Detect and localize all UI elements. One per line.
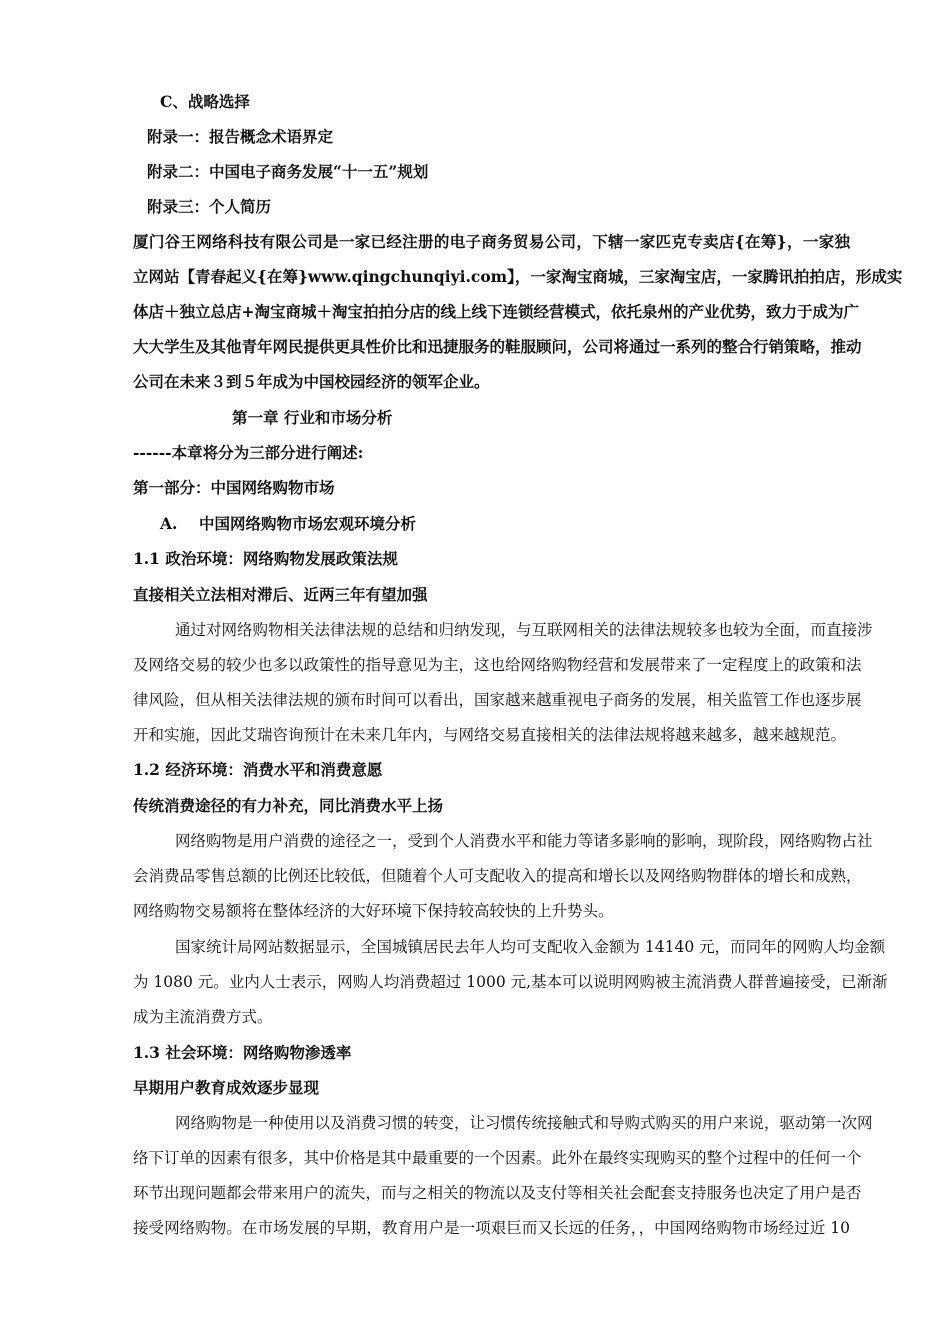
intro-line: 立网站【青春起义{在筹}www.qingchunqiyi.com】，一家淘宝商城，三家淘宝店，一家腾讯拍拍店，形成实 bbox=[133, 267, 903, 286]
section-1-2-line: 国家统计局网站数据显示，全国城镇居民去年人均可支配收入金额为 14140 元，而同年的网购人均金额 bbox=[175, 938, 886, 956]
section-1-3-line: 网络购物是一种使用以及消费习惯的转变，让习惯传统接触式和导购式购买的用户来说，驱动第一次网 bbox=[175, 1114, 873, 1132]
section-1-3-line: 环节出现问题都会带来用户的流失，而与之相关的物流以及支付等相关社会配套支持服务也决定了用户是否 bbox=[133, 1184, 862, 1202]
section-1-3-line: 络下订单的因素有很多，其中价格是其中最重要的一个因素。此外在最终实现购买的整个过程中的任何一个 bbox=[133, 1149, 862, 1167]
intro-line: 公司在未来３到５年成为中国校园经济的领军企业。 bbox=[133, 372, 490, 391]
section-1-1-line: 通过对网络购物相关法律法规的总结和归纳发现，与互联网相关的法律法规较多也较为全面，而直接涉 bbox=[175, 621, 873, 639]
section-1-2-line: 网络购物是用户消费的途径之一，受到个人消费水平和能力等诸多影响的影响，现阶段，网络购物占社 bbox=[175, 832, 873, 850]
intro-line: 体店＋独立总店+淘宝商城＋淘宝拍拍分店的线上线下连锁经营模式，依托泉州的产业优势，致力于成为广 bbox=[133, 302, 859, 321]
section-1-1-line: 律风险，但从相关法律法规的颁布时间可以看出，国家越来越重视电子商务的发展，相关监管工作也逐步展 bbox=[133, 691, 862, 709]
chapter-intro: ------本章将分为三部分进行阐述: bbox=[133, 443, 364, 462]
section-1-1-line: 开和实施，因此艾瑞咨询预计在未来几年内，与网络交易直接相关的法律法规将越来越多，越来越规范。 bbox=[133, 726, 847, 744]
section-a-title: A. 中国网络购物市场宏观环境分析 bbox=[160, 514, 417, 533]
section-1-2-line: 会消费品零售总额的比例还比较低，但随着个人可支配收入的提高和增长以及网络购物群体的增长和成熟， bbox=[133, 867, 862, 885]
toc-item-appendix-3: 附录三：个人简历 bbox=[147, 197, 272, 216]
section-1-1-line: 及网络交易的较少也多以政策性的指导意见为主，这也给网络购物经营和发展带来了一定程度上的政策和法 bbox=[133, 656, 862, 674]
chapter-title: 第一章 行业和市场分析 bbox=[232, 408, 393, 427]
section-1-3-line: 接受网络购物。在市场发展的早期，教育用户是一项艰巨而又长远的任务，，中国网络购物市场经过近 10 bbox=[133, 1219, 850, 1237]
part-title: 第一部分：中国网络购物市场 bbox=[133, 478, 335, 497]
section-1-3-subheading: 早期用户教育成效逐步显现 bbox=[133, 1078, 320, 1097]
toc-item-appendix-2: 附录二：中国电子商务发展“十一五”规划 bbox=[147, 162, 429, 181]
section-1-2-heading: 1.2 经济环境：消费水平和消费意愿 bbox=[133, 760, 383, 779]
section-1-1-heading: 1.1 政治环境：网络购物发展政策法规 bbox=[133, 549, 398, 568]
intro-line: 厦门谷王网络科技有限公司是一家已经注册的电子商务贸易公司，下辖一家匹克专卖店{在筹}，一家独 bbox=[133, 232, 850, 251]
section-1-3-heading: 1.3 社会环境：网络购物渗透率 bbox=[133, 1043, 352, 1062]
section-1-2-subheading: 传统消费途径的有力补充，同比消费水平上扬 bbox=[133, 796, 444, 815]
section-1-2-line: 为 1080 元。业内人士表示，网购人均消费超过 1000 元,基本可以说明网购被主流消费人群普遍接受，已渐渐 bbox=[133, 973, 888, 991]
toc-item-appendix-1: 附录一：报告概念术语界定 bbox=[147, 127, 334, 146]
section-1-2-line: 网络购物交易额将在整体经济的大好环境下保持较高较快的上升势头。 bbox=[133, 902, 614, 920]
intro-line: 大大学生及其他青年网民提供更具性价比和迅捷服务的鞋服顾问，公司将通过一系列的整合行销策略，推动 bbox=[133, 337, 862, 356]
section-1-1-subheading: 直接相关立法相对滞后、近两三年有望加强 bbox=[133, 585, 428, 604]
toc-item-strategy: C、战略选择 bbox=[160, 92, 250, 111]
section-1-2-line: 成为主流消费方式。 bbox=[133, 1008, 273, 1026]
